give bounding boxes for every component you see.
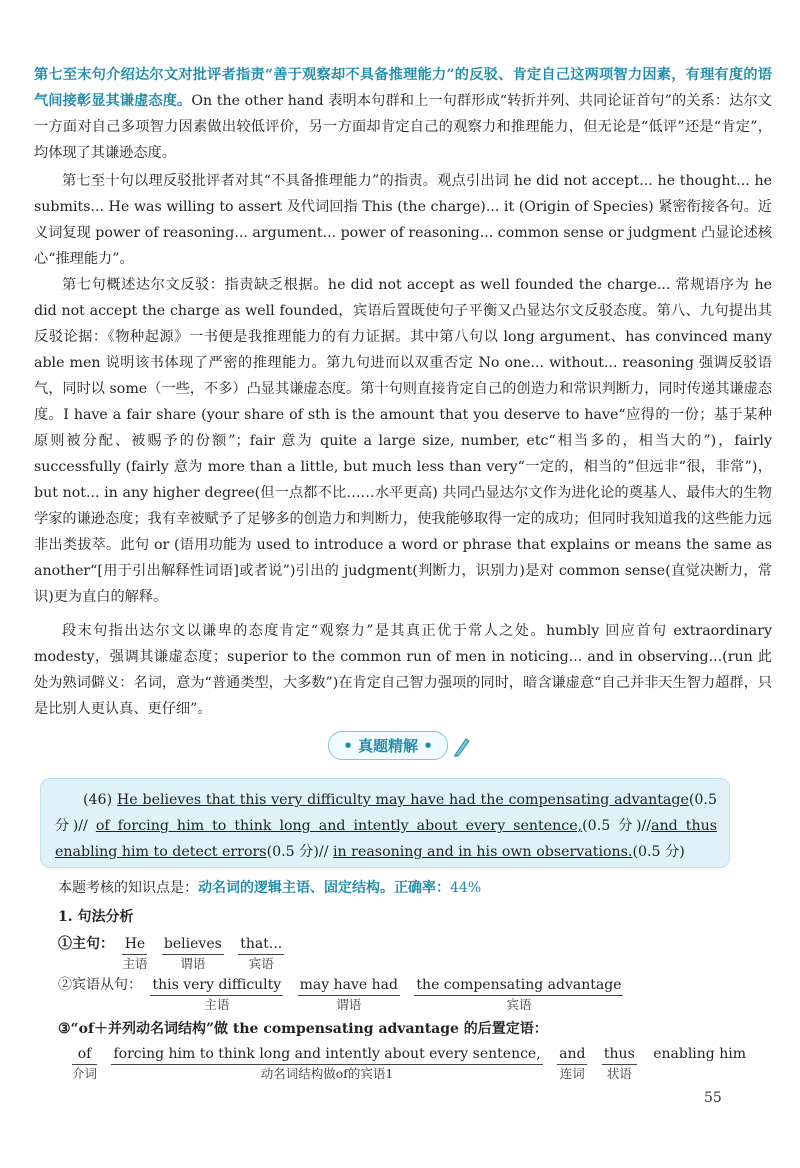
segment: enabling him: [653, 1046, 746, 1062]
analysis-row-3: [72, 1044, 758, 1083]
answer-segment-1: He believes that this very difficulty may have had the compensating advantage: [116, 792, 689, 808]
answer-number: (46): [83, 792, 113, 808]
section-banner: [315, 731, 485, 761]
note-lead: 本题考核的知识点是：: [58, 880, 198, 896]
answer-score-1: (0.5 分)//: [55, 792, 717, 834]
answer-segment-2: of forcing him to think long and intently about every sentence,: [95, 818, 583, 834]
pen-icon: [452, 736, 472, 758]
answer-score-4: (0.5 分): [632, 844, 685, 860]
answer-segment-3: and thus enabling him to detect errors: [55, 818, 718, 860]
segment: this very difficulty 主语: [152, 977, 282, 1012]
paragraph-1-text: On the other hand 表明本句群和上一句群形成“转折并列、共同论证首句”的关系：达尔文一方面对自己多项智力因素做出较低评价，另一方面却肯定自己的观察力和推理能力，但无论是“低评”还是“肯定”，均体现了其谦逊态度。: [34, 93, 772, 161]
answer-box: [40, 778, 730, 868]
answer-segment-4: in reasoning and in his own observations.: [332, 844, 633, 860]
row-2-label: ②宾语从句：: [58, 977, 142, 993]
segment: thus 状语: [603, 1046, 635, 1081]
analysis-row-1: [58, 934, 294, 973]
segment: and 连词: [559, 1046, 586, 1081]
segment: forcing him to think long and intently about every sentence, 动名词结构做of的宾语1: [113, 1046, 541, 1081]
paragraph-1-highlight: 第七至末句介绍达尔文对批评者指责“善于观察却不具备推理能力”的反驳、肯定自己这两项智力因素，有理有度的语气间接彰显其谦虚态度。: [34, 67, 772, 109]
note-points: 动名词的逻辑主语、固定结构。正确率：: [198, 880, 450, 896]
row-1-label: ①主句：: [58, 936, 114, 952]
segment: believes 谓语: [163, 936, 222, 971]
segment: the compensating advantage 宾语: [416, 977, 622, 1012]
section-title-syntax: 1. 句法分析: [58, 909, 134, 925]
paragraph-3: 第七句概述达尔文反驳：指责缺乏根据。he did not accept as well founded the charge... 常规语序为 he did not accept the charge as well founded，宾语后置既使句子平衡又凸显达尔文反驳态度。第八、九句提出其反驳论据：《物种起源》一书便是我推理能力的有力证据。其中第八句以 long argument、has convinced many able men 说明该书体现了严密的推理能力。第九句进而以双重否定 No one... without... reasoning 强调反驳语气，同时以 some（一些，不多）凸显其谦虚态度。第十句则直接肯定自己的创造力和常识判断力，同时传递其谦虚态度。I have a fair share (your share of sth is the amount that you deserve to have“应得的一份；基于某种原则被分配、被赐予的份额”；fair 意为 quite a large size, number, etc“相当多的，相当大的”)，fairly successfully (fairly 意为 more than a little, but much less than very“一定的，相当的”但远非“很，非常”)，but not... in any higher degree(但一点都不比……水平更高) 共同凸显达尔文作为进化论的奠基人、最伟大的生物学家的谦逊态度；我有幸被赋予了足够多的创造力和判断力，使我能够取得一定的成功；但同时我知道我的这些能力远非出类拔萃。此句 or (语用功能为 used to introduce a word or phrase that explains or means the same as another“[用于引出解释性词语]或者说”)引出的 judgment(判断力，识别力)是对 common sense(直觉决断力，常识)更为直白的解释。: [34, 277, 772, 605]
segment: that... 宾语: [240, 936, 283, 971]
row-3-title: ③“of＋并列动名词结构”做 the compensating advantage 的后置定语：: [58, 1021, 548, 1037]
segment: may have had 谓语: [299, 977, 398, 1012]
answer-text: [55, 787, 717, 865]
paragraph-4: 段末句指出达尔文以谦卑的态度肯定“观察力”是其真正优于常人之处。humbly 回应首句 extraordinary modesty，强调其谦虚态度；superior to the common run of men in noticing... and in observing...(run 此处为熟词僻义：名词，意为“普通类型，大多数”)在肯定自己智力强项的同时，暗含谦虚意“自己并非天生智力超群，只是比别人更认真、更仔细”。: [34, 623, 772, 717]
segment: He 主语: [122, 936, 148, 971]
note-rate: 44%: [450, 880, 482, 896]
paragraph-2: 第七至十句以理反驳批评者对其“不具备推理能力”的指责。观点引出词 he did not accept... he thought... he submits... He was willing to assert 及代词回指 This (the charge)... it (Origin of Species) 紧密衔接各句。近义词复现 power of reasoning... argument... power of reasoning... common sense or judgment 凸显论述核心“推理能力”。: [34, 173, 773, 267]
analysis-row-2: [58, 975, 633, 1014]
segment: of 介词: [72, 1046, 98, 1081]
answer-score-2: (0.5 分)//: [582, 818, 652, 834]
answer-score-3: (0.5 分)//: [266, 844, 329, 860]
page-number: 55: [704, 1090, 722, 1106]
banner-label: • 真题精解 •: [328, 731, 448, 760]
knowledge-note: [58, 877, 758, 899]
paragraph-1: [34, 62, 772, 166]
